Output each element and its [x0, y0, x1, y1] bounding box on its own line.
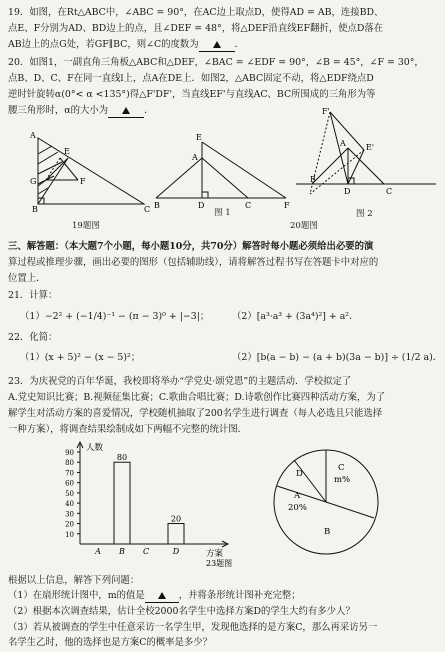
q23-line3: 解学生对活动方案的喜爱情况，学校随机抽取了200名学生进行调查（每人必选且只能选择 — [8, 408, 383, 419]
q21-part2: （2）[a³·a³ + (3a⁴)²] + a²． — [232, 311, 359, 322]
bar-ytick-label-1: 20 — [65, 520, 74, 529]
section3-line3: 位置上． — [8, 273, 46, 284]
answer-blank-icon — [122, 107, 130, 114]
q23-part3-line1: （3）若从被调查的学生中任意采访一名学生甲，发现他选择的是方案C，那么再采访另一 — [8, 622, 378, 633]
f2-label-E: E' — [366, 143, 375, 152]
f2-label-F: F' — [322, 107, 330, 116]
bar-B — [114, 462, 130, 544]
f19-label-C: C — [144, 205, 151, 214]
figure-1 — [152, 128, 292, 210]
bar-ytick-label-7: 80 — [65, 459, 74, 468]
q21-title: 21．计算： — [8, 290, 58, 301]
q22-part1: （1）(x + 5)² − (x − 5)²； — [20, 352, 141, 363]
bar-ytick-label-6: 70 — [65, 469, 74, 478]
bar-ytick-label-8: 90 — [65, 449, 74, 457]
q22-title: 22．化简： — [8, 332, 58, 343]
f2-label-B: B — [310, 175, 316, 184]
section3-line2: 算过程或推理步骤，画出必要的图形（包括辅助线），请将解答过程书写在答题卡中对应的 — [8, 257, 379, 268]
caption-fig2: 图 2 — [356, 209, 373, 219]
q23-part3-line2: 名学生乙时，他的选择也是方案C的概率是多少？ — [8, 637, 213, 648]
section3-line1: 三、解答题：（本大题7个小题，每小题10分，共70分）解答时每小题必须给出必要的演 — [8, 241, 374, 252]
f19-label-B: B — [32, 205, 38, 214]
bar-caption: 23题图 — [206, 559, 233, 568]
pie-chart — [268, 444, 388, 564]
f19-label-G: G — [30, 177, 37, 186]
f2-label-C: C — [386, 187, 393, 196]
answer-blank-icon — [213, 41, 221, 48]
bar-chart — [44, 440, 264, 570]
f1-label-A: A — [192, 153, 198, 162]
f19-label-F: F — [80, 177, 86, 186]
bar-category-B: B — [119, 547, 125, 556]
pie-label-C: C — [338, 463, 345, 473]
q19-line1: 19．如图，在Rt△ABC中，∠ABC = 90°，在AC边上取点D，使得AD = AB，连接BD、 — [8, 7, 384, 18]
bar-ytick-label-3: 40 — [65, 500, 74, 509]
bar-ytick-label-0: 10 — [65, 530, 74, 539]
pie-label-B: B — [324, 527, 331, 537]
pie-pct-C: m% — [334, 475, 351, 485]
pie-pct-A: 20% — [288, 503, 307, 513]
q19-line3: AB边上的点G处，若GF∥BC，则∠C的度数为 ． — [8, 39, 245, 50]
bar-ytick-label-2: 30 — [65, 510, 74, 519]
bar-ytick-label-4: 50 — [65, 489, 74, 498]
bar-D — [168, 524, 184, 544]
q23-line4: 一种方案），将调查结果绘制成如下两幅不完整的统计图． — [8, 424, 248, 435]
q23-followup-intro: 根据以上信息，解答下列问题： — [8, 575, 140, 586]
pie-label-D: D — [296, 469, 303, 479]
bar-category-A: A — [95, 547, 101, 556]
f1-label-D: D — [198, 201, 205, 210]
bar-value-B: 80 — [116, 453, 128, 463]
q22-part2: （2）[b(a − b) − (a + b)(3a − b)] ÷ (1/2 a)． — [232, 352, 443, 363]
q19-line2: 点E、F分别为AD、BD边上的点，且∠DEF = 48°，将△DEF沿直线EF翻折，使点D落在 — [8, 23, 384, 34]
f2-label-D: D — [344, 187, 351, 196]
f19-label-A: A — [30, 131, 36, 140]
f1-label-B: B — [154, 201, 160, 210]
f1-label-F: F — [284, 201, 290, 210]
bar-ylabel: 人数 — [86, 443, 104, 453]
figure-19 — [6, 124, 151, 216]
bar-category-C: C — [142, 547, 150, 556]
q20-line4: 腰三角形时，α的大小为 ． — [8, 105, 154, 116]
caption-fig1: 图 1 — [214, 208, 231, 218]
f1-label-C: C — [245, 201, 252, 210]
q23-part1: （1）在扇形统计图中，m的值是 ，并将条形统计图补充完整； — [8, 590, 301, 601]
answer-blank-icon — [158, 592, 166, 599]
bar-xlabel: 方案 — [206, 549, 224, 559]
f1-label-E: E — [196, 133, 202, 142]
bar-value-D: 20 — [170, 514, 182, 524]
q21-part1: （1）−2² + (−1/4)⁻¹ − (π − 3)⁰ + |−3|； — [20, 311, 210, 322]
q20-line2: 点B、D、C、F在同一直线l上，点A在DE上．如图2，△ABC固定不动，将△EDF绕点D — [8, 73, 374, 84]
f19-label-E: E — [64, 147, 70, 156]
q20-line1: 20．如图1，一副直角三角板△ABC和△DEF，∠BAC = ∠EDF = 90°，∠B = 45°，∠F = 30°， — [8, 57, 424, 68]
q20-line3: 逆时针旋转α(0°< α <135°)得△F'DF'，当直线EF'与直线AC、BC所围成的三角形为等 — [8, 89, 376, 100]
pie-label-A: A — [294, 491, 301, 501]
q23-line2: A.党史知识比赛；B.视频征集比赛；C.歌曲合唱比赛；D.诗歌创作比赛四种活动方案，为了 — [8, 392, 386, 403]
f2-label-A: A — [340, 139, 346, 148]
q23-line1: 23．为庆祝党的百年华诞，我校即将举办“学党史·颂党恩”的主题活动．学校拟定了 — [8, 376, 352, 387]
caption-19: 19题图 — [72, 221, 100, 231]
q23-part2: （2）根据本次调查结果，估计全校2000名学生中选择方案D的学生大约有多少人？ — [8, 606, 355, 617]
figure-2 — [292, 104, 440, 208]
caption-20: 20题图 — [290, 221, 318, 231]
bar-ytick-label-5: 60 — [65, 479, 74, 488]
bar-category-D: D — [172, 547, 180, 556]
